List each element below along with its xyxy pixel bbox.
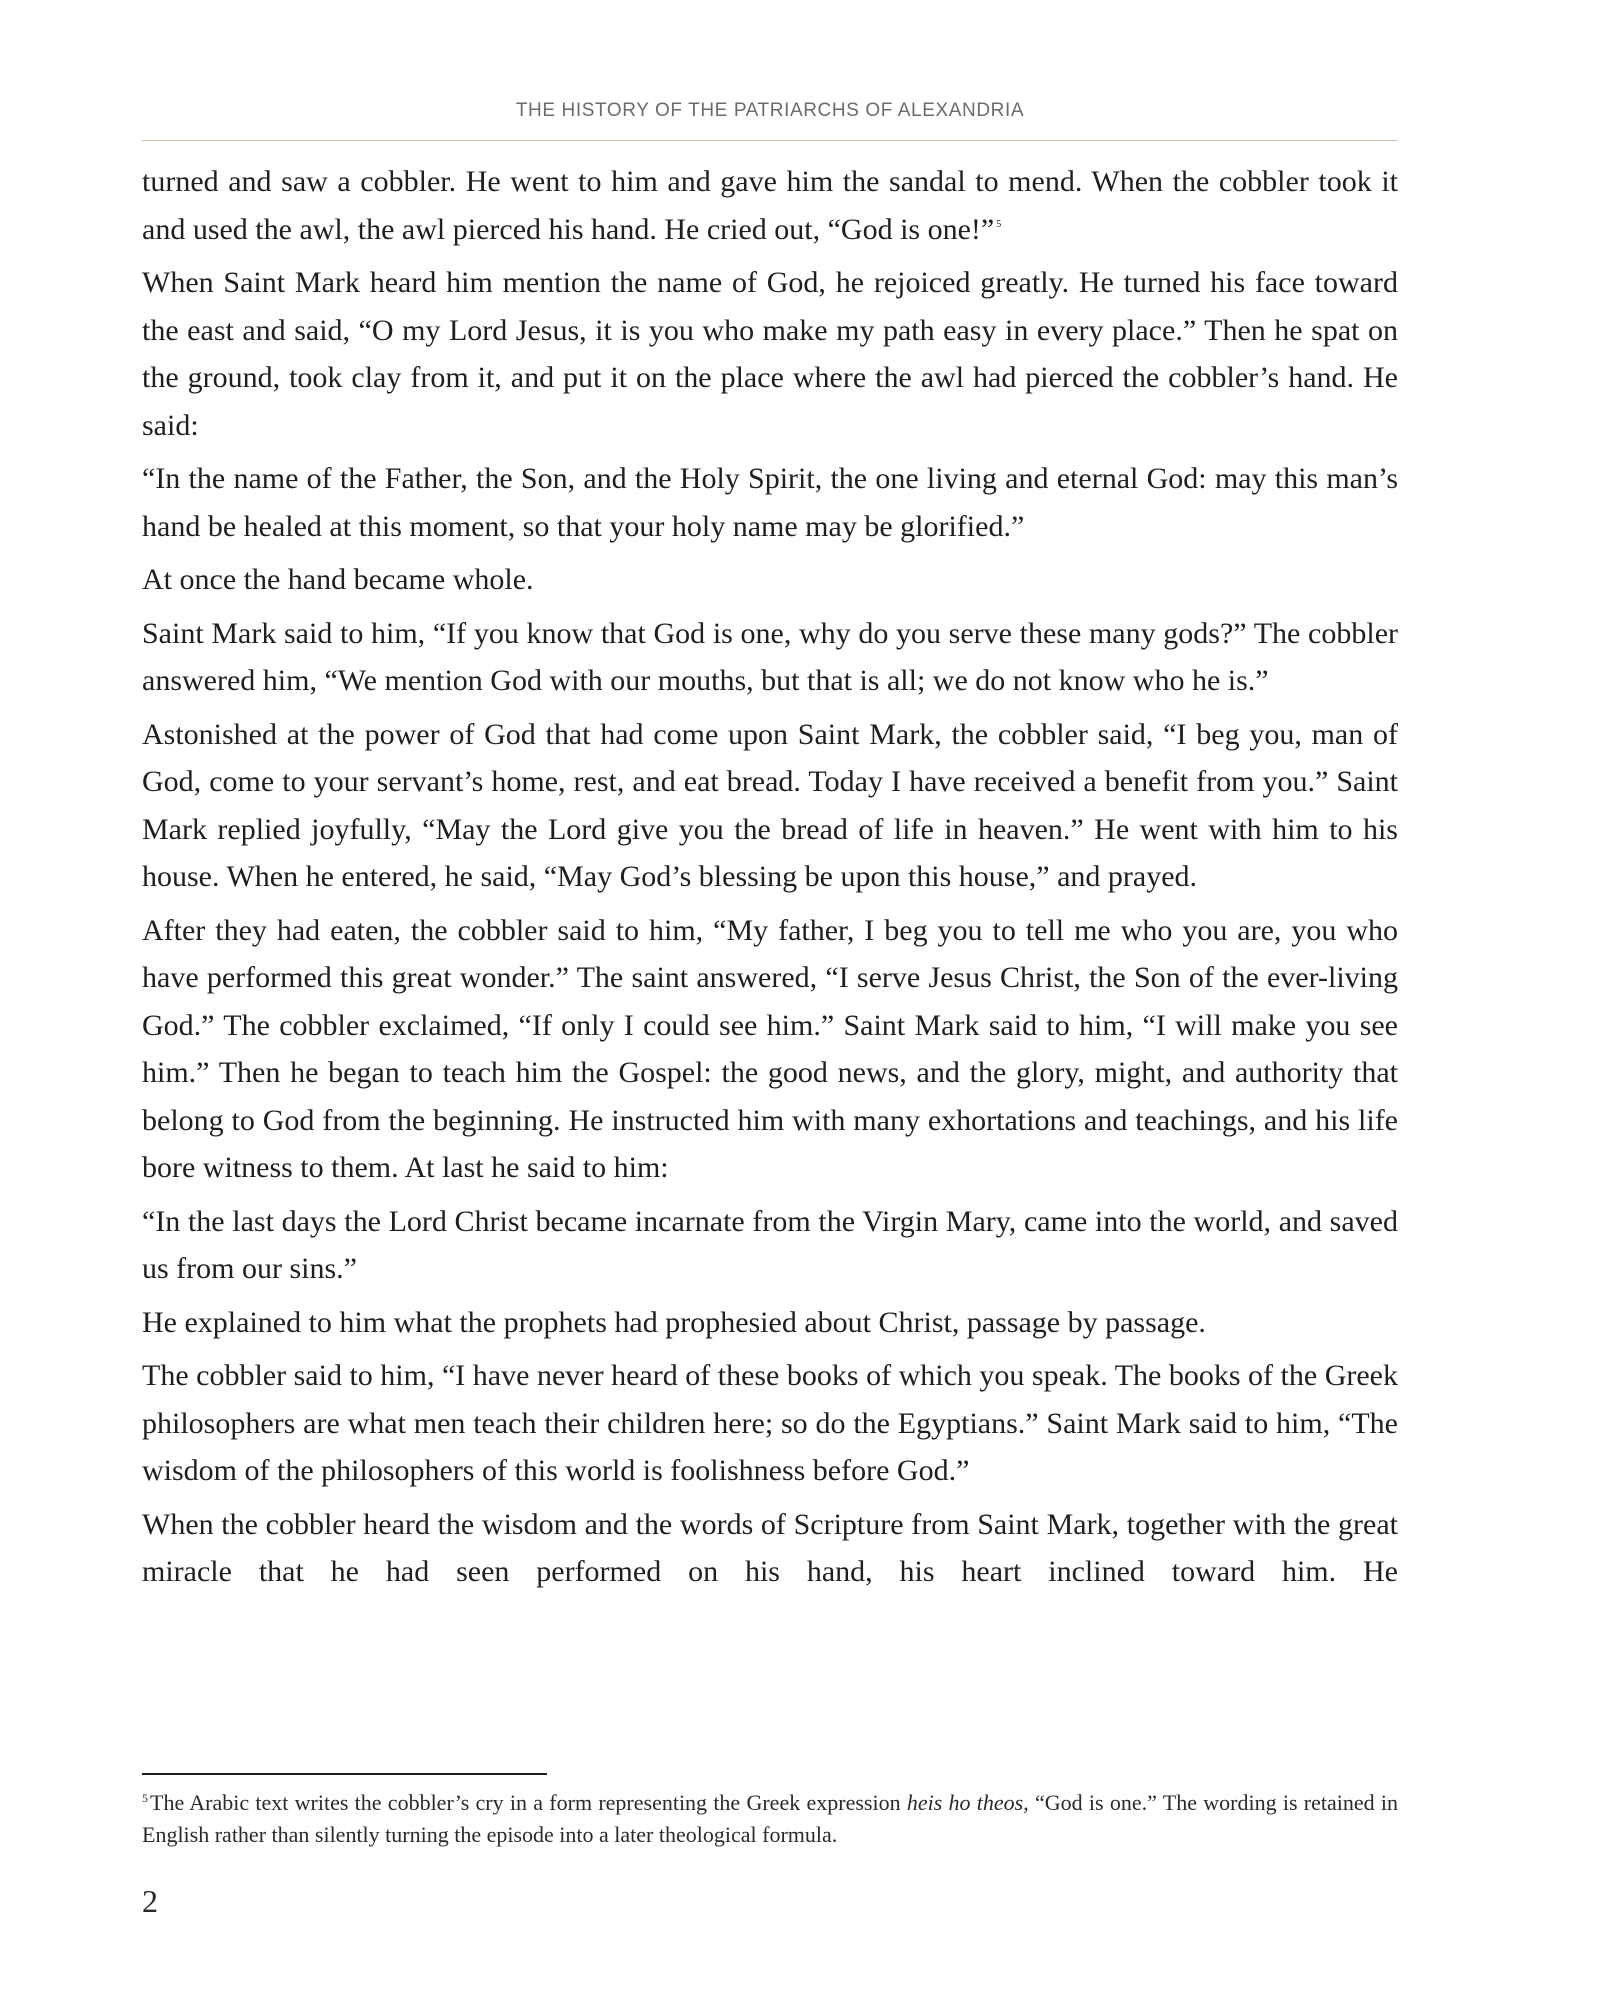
footnote-divider: [142, 1773, 547, 1775]
footnote-text-before: The Arabic text writes the cobbler’s cry in a form representing the Greek expression: [150, 1790, 907, 1815]
paragraph-8: “In the last days the Lord Christ became incarnate from the Virgin Mary, came into the world, and saved us from our sins.”: [142, 1204, 1398, 1285]
paragraph-10: The cobbler said to him, “I have never heard of these books of which you speak. The books of the Greek philosophers are what men teach their children here; so do the Egyptians.” Saint Mark said to him, “The wisdom of the philosophers of this world is foolishness before God.”: [142, 1359, 1398, 1487]
running-header: THE HISTORY OF THE PATRIARCHS OF ALEXANDRIA: [515, 100, 1025, 121]
paragraph-7: After they had eaten, the cobbler said to him, “My father, I beg you to tell me who you are, you who have performed this great wonder.” The saint answered, “I serve Jesus Christ, the Son of the ever-living God.” The cobbler exclaimed, “If only I could see him.” Saint Mark said to him, “I will make you see him.” Then he began to teach him the Gospel: the good news, and the glory, might, and authority that belong to God from the beginning. He instructed him with many exhortations and teachings, and his life bore witness to them. At last he said to him:: [142, 913, 1398, 1184]
paragraph-9: He explained to him what the prophets had prophesied about Christ, passage by passage.: [142, 1305, 1206, 1339]
paragraph-11: When the cobbler heard the wisdom and the words of Scripture from Saint Mark, together with the great miracle that he had seen performed on his hand, his heart inclined toward him. He: [142, 1507, 1398, 1588]
page-number: 2: [142, 1883, 158, 1919]
paragraph-2: When Saint Mark heard him mention the name of God, he rejoiced greatly. He turned his face toward the east and said, “O my Lord Jesus, it is you who make my path easy in every place.” Then he spat on the ground, took clay from it, and put it on the place where the awl had pierced the cobbler’s hand. He said:: [142, 266, 1398, 442]
footnote-reference[interactable]: 5: [996, 218, 1002, 230]
paragraph-1-text: turned and saw a cobbler. He went to him and gave him the sandal to mend. When the cobbler took it and used the awl, the awl pierced his hand. He cried out, “God is one!”: [142, 165, 1398, 246]
footnote-text-after: , “God is one.” The wording is retained in English rather than silently turning the episode into a later theological formula.: [142, 1790, 1398, 1847]
footnote: [142, 1787, 1398, 1851]
paragraph-6: Astonished at the power of God that had come upon Saint Mark, the cobbler said, “I beg you, man of God, come to your servant’s home, rest, and eat bread. Today I have received a benefit from you.” Saint Mark replied joyfully, “May the Lord give you the bread of life in heaven.” He went with him to his house. When he entered, he said, “May God’s blessing be upon this house,” and prayed.: [142, 717, 1398, 893]
paragraph-1: [142, 158, 1398, 253]
main-text: [142, 158, 1398, 1602]
footnote-greek-phrase: heis ho theos: [906, 1790, 1024, 1815]
paragraph-3: “In the name of the Father, the Son, and the Holy Spirit, the one living and eternal God: may this man’s hand be healed at this moment, so that your holy name may be glorified.”: [142, 462, 1398, 543]
paragraph-5: Saint Mark said to him, “If you know that God is one, why do you serve these many gods?” The cobbler answered him, “We mention God with our mouths, but that is all; we do not know who he is.”: [142, 616, 1398, 697]
paragraph-4: At once the hand became whole.: [142, 563, 534, 596]
header-divider: [142, 140, 1398, 141]
footnote-marker: 5: [142, 1791, 148, 1805]
